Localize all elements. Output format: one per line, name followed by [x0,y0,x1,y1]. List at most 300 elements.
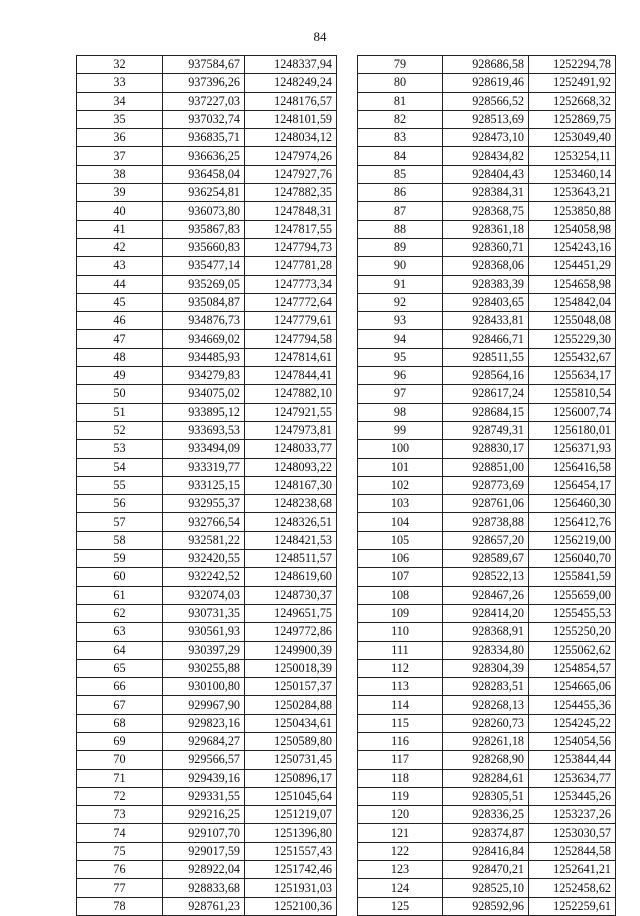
table-row [77,74,337,92]
y-coordinate-cell: 1251557,43 [245,842,337,860]
x-coordinate-cell: 928617,24 [443,385,529,403]
table-row [358,74,616,92]
x-coordinate-cell: 928283,51 [443,678,529,696]
point-number-cell: 87 [358,202,443,220]
point-number-cell: 33 [77,74,163,92]
x-coordinate-cell: 932955,37 [163,495,245,513]
table-row [358,604,616,622]
point-number-cell: 120 [358,806,443,824]
x-coordinate-cell: 928589,67 [443,550,529,568]
x-coordinate-cell: 928522,13 [443,568,529,586]
point-number-cell: 54 [77,458,163,476]
x-coordinate-cell: 929216,25 [163,806,245,824]
point-number-cell: 60 [77,568,163,586]
x-coordinate-cell: 928619,46 [443,74,529,92]
x-coordinate-cell: 928434,82 [443,147,529,165]
x-coordinate-cell: 934876,73 [163,312,245,330]
y-coordinate-cell: 1253643,21 [529,184,616,202]
x-coordinate-cell: 928761,23 [163,897,245,915]
table-row [77,275,337,293]
table-row [358,348,616,366]
table-row [77,312,337,330]
point-number-cell: 50 [77,385,163,403]
point-number-cell: 41 [77,220,163,238]
table-row [358,312,616,330]
y-coordinate-cell: 1247817,55 [245,220,337,238]
y-coordinate-cell: 1251219,07 [245,806,337,824]
table-row [77,367,337,385]
table-row [358,92,616,110]
y-coordinate-cell: 1256007,74 [529,403,616,421]
point-number-cell: 105 [358,531,443,549]
point-number-cell: 106 [358,550,443,568]
x-coordinate-cell: 937032,74 [163,110,245,128]
point-number-cell: 49 [77,367,163,385]
point-number-cell: 115 [358,714,443,732]
y-coordinate-cell: 1255250,20 [529,623,616,641]
x-coordinate-cell: 928404,43 [443,165,529,183]
table-row [358,806,616,824]
table-row [358,110,616,128]
point-number-cell: 73 [77,806,163,824]
x-coordinate-cell: 928384,31 [443,184,529,202]
point-number-cell: 93 [358,312,443,330]
point-number-cell: 34 [77,92,163,110]
y-coordinate-cell: 1255634,17 [529,367,616,385]
y-coordinate-cell: 1255810,54 [529,385,616,403]
table-row [358,476,616,494]
point-number-cell: 82 [358,110,443,128]
table-row [358,787,616,805]
y-coordinate-cell: 1253850,88 [529,202,616,220]
y-coordinate-cell: 1253030,57 [529,824,616,842]
table-row [358,440,616,458]
y-coordinate-cell: 1256180,01 [529,421,616,439]
point-number-cell: 104 [358,513,443,531]
x-coordinate-cell: 928414,20 [443,604,529,622]
table-row [77,824,337,842]
table-row [358,257,616,275]
y-coordinate-cell: 1255841,59 [529,568,616,586]
x-coordinate-cell: 934279,83 [163,367,245,385]
table-row [358,568,616,586]
table-row [358,367,616,385]
table-row [77,568,337,586]
table-row [77,165,337,183]
x-coordinate-cell: 928360,71 [443,238,529,256]
table-row [358,293,616,311]
x-coordinate-cell: 934669,02 [163,330,245,348]
point-number-cell: 117 [358,751,443,769]
table-row [358,879,616,897]
x-coordinate-cell: 937227,03 [163,92,245,110]
point-number-cell: 35 [77,110,163,128]
table-row [358,385,616,403]
x-coordinate-cell: 933319,77 [163,458,245,476]
y-coordinate-cell: 1254054,56 [529,732,616,750]
x-coordinate-cell: 928851,00 [443,458,529,476]
table-row [77,732,337,750]
y-coordinate-cell: 1253049,40 [529,129,616,147]
x-coordinate-cell: 934485,93 [163,348,245,366]
x-coordinate-cell: 928564,16 [443,367,529,385]
y-coordinate-cell: 1255659,00 [529,586,616,604]
x-coordinate-cell: 929107,70 [163,824,245,842]
x-coordinate-cell: 934075,02 [163,385,245,403]
table-row [77,586,337,604]
point-number-cell: 58 [77,531,163,549]
y-coordinate-cell: 1252458,62 [529,879,616,897]
y-coordinate-cell: 1254245,22 [529,714,616,732]
x-coordinate-cell: 928684,15 [443,403,529,421]
point-number-cell: 92 [358,293,443,311]
table-row [77,348,337,366]
y-coordinate-cell: 1252259,61 [529,897,616,915]
y-coordinate-cell: 1248730,37 [245,586,337,604]
point-number-cell: 98 [358,403,443,421]
y-coordinate-cell: 1249900,39 [245,641,337,659]
table-row [358,641,616,659]
point-number-cell: 67 [77,696,163,714]
x-coordinate-cell: 928761,06 [443,495,529,513]
y-coordinate-cell: 1248033,77 [245,440,337,458]
table-row [77,696,337,714]
table-row [77,110,337,128]
point-number-cell: 63 [77,623,163,641]
table-row [358,714,616,732]
point-number-cell: 81 [358,92,443,110]
table-row [77,787,337,805]
x-coordinate-cell: 933494,09 [163,440,245,458]
y-coordinate-cell: 1254451,29 [529,257,616,275]
point-number-cell: 53 [77,440,163,458]
y-coordinate-cell: 1250018,39 [245,659,337,677]
table-row [358,861,616,879]
table-row [358,238,616,256]
table-row [358,678,616,696]
table-row [77,56,337,74]
y-coordinate-cell: 1253445,26 [529,787,616,805]
x-coordinate-cell: 936636,25 [163,147,245,165]
point-number-cell: 42 [77,238,163,256]
x-coordinate-cell: 933895,12 [163,403,245,421]
table-row [77,147,337,165]
x-coordinate-cell: 928470,21 [443,861,529,879]
point-number-cell: 97 [358,385,443,403]
table-row [358,275,616,293]
point-number-cell: 75 [77,842,163,860]
y-coordinate-cell: 1256371,93 [529,440,616,458]
point-number-cell: 36 [77,129,163,147]
table-row [77,678,337,696]
x-coordinate-cell: 928304,39 [443,659,529,677]
table-row [358,751,616,769]
x-coordinate-cell: 928525,10 [443,879,529,897]
x-coordinate-cell: 932074,03 [163,586,245,604]
y-coordinate-cell: 1249772,86 [245,623,337,641]
y-coordinate-cell: 1250434,61 [245,714,337,732]
y-coordinate-cell: 1251931,03 [245,879,337,897]
x-coordinate-cell: 932581,22 [163,531,245,549]
y-coordinate-cell: 1253844,44 [529,751,616,769]
y-coordinate-cell: 1247794,73 [245,238,337,256]
table-row [77,751,337,769]
table-row [358,769,616,787]
point-number-cell: 112 [358,659,443,677]
point-number-cell: 38 [77,165,163,183]
x-coordinate-cell: 929967,90 [163,696,245,714]
x-coordinate-cell: 928336,25 [443,806,529,824]
table-row [358,586,616,604]
y-coordinate-cell: 1247974,26 [245,147,337,165]
y-coordinate-cell: 1248511,57 [245,550,337,568]
point-number-cell: 113 [358,678,443,696]
table-row [77,458,337,476]
x-coordinate-cell: 937584,67 [163,56,245,74]
x-coordinate-cell: 930561,93 [163,623,245,641]
point-number-cell: 39 [77,184,163,202]
point-number-cell: 123 [358,861,443,879]
y-coordinate-cell: 1248167,30 [245,476,337,494]
x-coordinate-cell: 932420,55 [163,550,245,568]
y-coordinate-cell: 1253460,14 [529,165,616,183]
table-row [358,147,616,165]
table-row [358,403,616,421]
x-coordinate-cell: 937396,26 [163,74,245,92]
y-coordinate-cell: 1256040,70 [529,550,616,568]
x-coordinate-cell: 928657,20 [443,531,529,549]
point-number-cell: 100 [358,440,443,458]
x-coordinate-cell: 930397,29 [163,641,245,659]
y-coordinate-cell: 1247882,10 [245,385,337,403]
x-coordinate-cell: 928361,18 [443,220,529,238]
x-coordinate-cell: 929684,27 [163,732,245,750]
y-coordinate-cell: 1251742,46 [245,861,337,879]
x-coordinate-cell: 928686,58 [443,56,529,74]
point-number-cell: 76 [77,861,163,879]
table-row [358,421,616,439]
table-row [358,220,616,238]
x-coordinate-cell: 935477,14 [163,257,245,275]
point-number-cell: 119 [358,787,443,805]
point-number-cell: 52 [77,421,163,439]
point-number-cell: 47 [77,330,163,348]
y-coordinate-cell: 1251396,80 [245,824,337,842]
point-number-cell: 102 [358,476,443,494]
y-coordinate-cell: 1253237,26 [529,806,616,824]
y-coordinate-cell: 1247921,55 [245,403,337,421]
point-number-cell: 78 [77,897,163,915]
y-coordinate-cell: 1250157,37 [245,678,337,696]
x-coordinate-cell: 928368,75 [443,202,529,220]
y-coordinate-cell: 1248034,12 [245,129,337,147]
x-coordinate-cell: 932766,54 [163,513,245,531]
point-number-cell: 85 [358,165,443,183]
x-coordinate-cell: 935084,87 [163,293,245,311]
point-number-cell: 110 [358,623,443,641]
coordinates-table-left [76,55,337,916]
point-number-cell: 62 [77,604,163,622]
point-number-cell: 51 [77,403,163,421]
x-coordinate-cell: 928416,84 [443,842,529,860]
point-number-cell: 70 [77,751,163,769]
point-number-cell: 32 [77,56,163,74]
y-coordinate-cell: 1248176,57 [245,92,337,110]
point-number-cell: 103 [358,495,443,513]
point-number-cell: 121 [358,824,443,842]
x-coordinate-cell: 928773,69 [443,476,529,494]
x-coordinate-cell: 930100,80 [163,678,245,696]
point-number-cell: 109 [358,604,443,622]
point-number-cell: 94 [358,330,443,348]
y-coordinate-cell: 1256460,30 [529,495,616,513]
x-coordinate-cell: 928305,51 [443,787,529,805]
y-coordinate-cell: 1252668,32 [529,92,616,110]
y-coordinate-cell: 1251045,64 [245,787,337,805]
y-coordinate-cell: 1249651,75 [245,604,337,622]
point-number-cell: 79 [358,56,443,74]
table-row [358,732,616,750]
point-number-cell: 44 [77,275,163,293]
point-number-cell: 69 [77,732,163,750]
y-coordinate-cell: 1250284,88 [245,696,337,714]
table-row [77,293,337,311]
y-coordinate-cell: 1248337,94 [245,56,337,74]
table-row [358,531,616,549]
x-coordinate-cell: 929823,16 [163,714,245,732]
x-coordinate-cell: 928383,39 [443,275,529,293]
y-coordinate-cell: 1247794,58 [245,330,337,348]
point-number-cell: 77 [77,879,163,897]
x-coordinate-cell: 928922,04 [163,861,245,879]
x-coordinate-cell: 928368,91 [443,623,529,641]
table-row [358,165,616,183]
point-number-cell: 40 [77,202,163,220]
point-number-cell: 48 [77,348,163,366]
point-number-cell: 95 [358,348,443,366]
y-coordinate-cell: 1255048,08 [529,312,616,330]
point-number-cell: 66 [77,678,163,696]
page-number: 84 [313,29,327,44]
x-coordinate-cell: 928566,52 [443,92,529,110]
y-coordinate-cell: 1252100,36 [245,897,337,915]
point-number-cell: 46 [77,312,163,330]
y-coordinate-cell: 1247844,41 [245,367,337,385]
point-number-cell: 118 [358,769,443,787]
y-coordinate-cell: 1247772,64 [245,293,337,311]
y-coordinate-cell: 1252294,78 [529,56,616,74]
x-coordinate-cell: 929439,16 [163,769,245,787]
table-row [358,824,616,842]
x-coordinate-cell: 929017,59 [163,842,245,860]
point-number-cell: 107 [358,568,443,586]
point-number-cell: 116 [358,732,443,750]
y-coordinate-cell: 1247927,76 [245,165,337,183]
table-row [77,440,337,458]
y-coordinate-cell: 1250731,45 [245,751,337,769]
table-row [77,220,337,238]
y-coordinate-cell: 1247973,81 [245,421,337,439]
y-coordinate-cell: 1256219,00 [529,531,616,549]
point-number-cell: 68 [77,714,163,732]
x-coordinate-cell: 928592,96 [443,897,529,915]
table-row [358,696,616,714]
coordinates-table-right [357,55,616,916]
y-coordinate-cell: 1248238,68 [245,495,337,513]
point-number-cell: 108 [358,586,443,604]
y-coordinate-cell: 1248093,22 [245,458,337,476]
table-row [77,513,337,531]
y-coordinate-cell: 1255229,30 [529,330,616,348]
x-coordinate-cell: 935269,05 [163,275,245,293]
point-number-cell: 59 [77,550,163,568]
x-coordinate-cell: 935867,83 [163,220,245,238]
table-row [358,623,616,641]
table-row [358,202,616,220]
table-row [77,495,337,513]
y-coordinate-cell: 1252641,21 [529,861,616,879]
x-coordinate-cell: 928738,88 [443,513,529,531]
y-coordinate-cell: 1247781,28 [245,257,337,275]
y-coordinate-cell: 1247773,34 [245,275,337,293]
x-coordinate-cell: 928374,87 [443,824,529,842]
point-number-cell: 91 [358,275,443,293]
x-coordinate-cell: 928833,68 [163,879,245,897]
point-number-cell: 124 [358,879,443,897]
y-coordinate-cell: 1255455,53 [529,604,616,622]
y-coordinate-cell: 1252869,75 [529,110,616,128]
table-row [358,495,616,513]
table-row [358,550,616,568]
y-coordinate-cell: 1247848,31 [245,202,337,220]
y-coordinate-cell: 1254842,04 [529,293,616,311]
point-number-cell: 37 [77,147,163,165]
table-row [77,385,337,403]
table-row [77,421,337,439]
table-row [77,806,337,824]
x-coordinate-cell: 928268,13 [443,696,529,714]
point-number-cell: 65 [77,659,163,677]
point-number-cell: 90 [358,257,443,275]
x-coordinate-cell: 936254,81 [163,184,245,202]
point-number-cell: 72 [77,787,163,805]
point-number-cell: 101 [358,458,443,476]
x-coordinate-cell: 936835,71 [163,129,245,147]
y-coordinate-cell: 1247882,35 [245,184,337,202]
y-coordinate-cell: 1254243,16 [529,238,616,256]
y-coordinate-cell: 1254455,36 [529,696,616,714]
x-coordinate-cell: 929331,55 [163,787,245,805]
x-coordinate-cell: 933125,15 [163,476,245,494]
x-coordinate-cell: 936458,04 [163,165,245,183]
table-row [358,330,616,348]
table-row [77,769,337,787]
table-row [77,202,337,220]
point-number-cell: 99 [358,421,443,439]
x-coordinate-cell: 928473,10 [443,129,529,147]
table-row [358,129,616,147]
x-coordinate-cell: 936073,80 [163,202,245,220]
x-coordinate-cell: 928467,26 [443,586,529,604]
x-coordinate-cell: 928513,69 [443,110,529,128]
table-row [358,897,616,915]
x-coordinate-cell: 929566,57 [163,751,245,769]
table-row [77,257,337,275]
y-coordinate-cell: 1248101,59 [245,110,337,128]
x-coordinate-cell: 928466,71 [443,330,529,348]
table-row [77,879,337,897]
table-row [77,550,337,568]
